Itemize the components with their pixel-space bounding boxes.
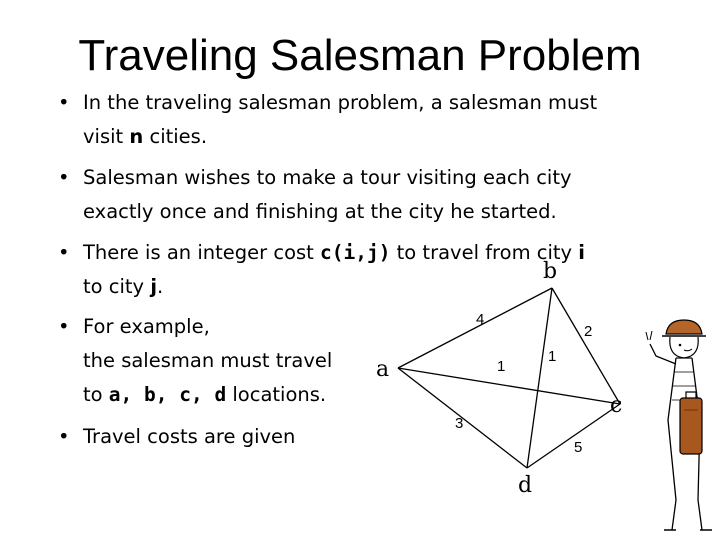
slide-title: Traveling Salesman Problem — [78, 31, 642, 80]
bullet-4-line-3: to a, b, c, d locations. — [83, 383, 327, 406]
bullet-dot: • — [58, 91, 70, 114]
cost-ad: 3 — [455, 415, 464, 432]
bullet-dot: • — [58, 315, 70, 338]
node-b-label: b — [543, 259, 558, 284]
cost-cd: 5 — [574, 439, 583, 456]
cost-ac: 1 — [497, 358, 506, 375]
bullet-2-line-1: Salesman wishes to make a tour visiting each city — [83, 166, 572, 189]
bullet-2-line-2: exactly once and finishing at the city he started. — [83, 200, 557, 223]
edge-cd — [527, 404, 620, 468]
edge-ac — [398, 368, 620, 404]
node-a-label: a — [376, 357, 390, 382]
bullet-dot: • — [58, 425, 70, 448]
bullet-1-line-1: In the traveling salesman problem, a salesman must — [83, 91, 598, 114]
cost-bc: 2 — [584, 323, 593, 340]
edge-ab — [398, 288, 552, 368]
edge-bc — [552, 288, 620, 404]
bullet-1-line-2: visit n cities. — [83, 125, 208, 148]
bullet-dot: • — [58, 166, 70, 189]
bullet-4-line-2: the salesman must travel — [83, 349, 333, 372]
cost-ab: 4 — [476, 311, 485, 328]
node-c-label: c — [610, 393, 623, 418]
bullet-dot: • — [58, 241, 70, 264]
bullet-5-line-1: Travel costs are given — [83, 425, 296, 448]
bullet-3-line-2: to city j. — [83, 275, 164, 298]
bullet-4-line-1: For example, — [83, 315, 210, 338]
salesman-illustration — [646, 320, 712, 530]
node-d-label: d — [518, 473, 533, 498]
cost-bd: 1 — [548, 348, 557, 365]
edge-bd — [527, 288, 552, 468]
bullet-3-line-1: There is an integer cost c(i,j) to travel from city i — [83, 241, 585, 264]
